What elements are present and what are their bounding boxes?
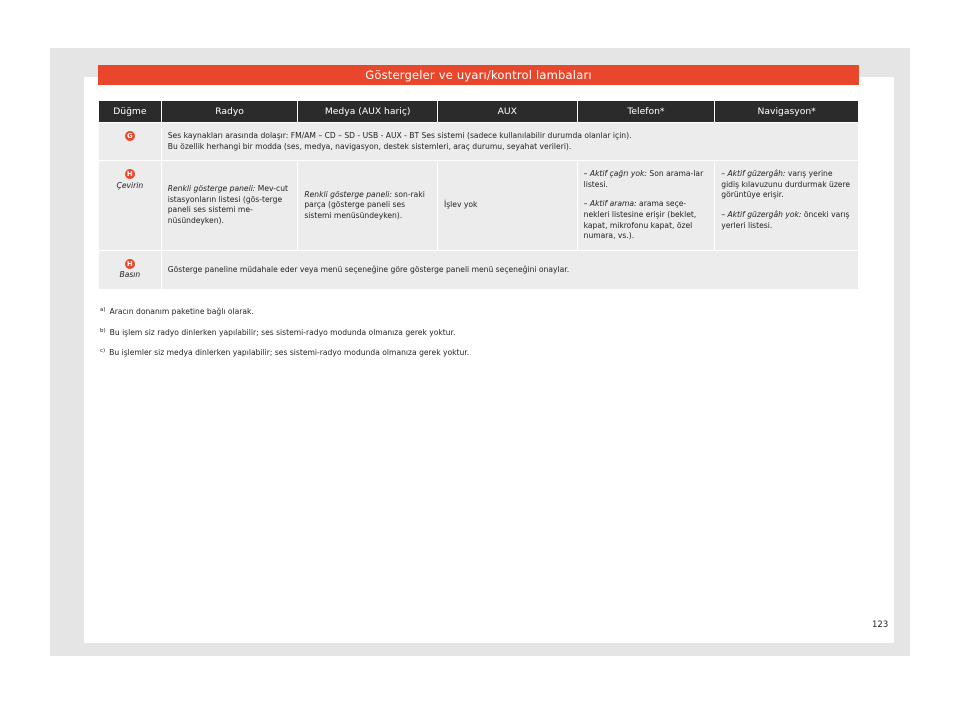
description-text: Gösterge paneline müdahale eder veya menü seçeneğine göre gösterge paneli menü seçeneğini onaylar. [167, 264, 570, 274]
description-line: Ses kaynakları arasında dolaşır: FM/AM – CD – SD - USB - AUX - BT Ses sistemi (sadece kullanılabilir durumda olanlar için). [167, 131, 632, 140]
cell-text: önceki varış yerleri listesi. [721, 209, 850, 230]
cell-text: Son arama-lar listesi. [583, 169, 704, 189]
cell-text: İşlev yok [443, 200, 478, 210]
cell-text: varış yerine gidiş kılavuzunu durdurmak üzere görüntüye erişir. [721, 169, 851, 200]
button-action-label: Çevirin [116, 180, 144, 190]
media-cell [298, 161, 437, 250]
header-cell: Navigasyon* [715, 101, 858, 122]
press-button-icon: H [125, 259, 135, 269]
phone-cell [578, 161, 715, 250]
emphasis-text: – Aktif güzergâh: [721, 169, 786, 179]
description-cell [162, 251, 858, 289]
rotary-button-icon: H [125, 169, 135, 179]
table-header-row [99, 101, 858, 122]
button-action-label: Basın [119, 270, 141, 280]
footnote-text: Bu işlemler siz medya dinlerken yapılabilir; ses sistemi-radyo modunda olmanıza gerek yoktur. [109, 348, 470, 357]
navigation-cell [715, 161, 858, 250]
footnote [100, 326, 840, 338]
header-cell: AUX [438, 101, 577, 122]
source-button-icon: G [125, 131, 135, 141]
footnote-mark: a) [100, 307, 106, 313]
header-cell: Telefon* [578, 101, 715, 122]
controls-table [98, 100, 859, 290]
description-line: Bu özellik herhangi bir modda (ses, medya, navigasyon, destek sistemleri, araç durumu, seyahat verileri). [167, 141, 572, 151]
button-cell [99, 123, 161, 160]
page-title: Göstergeler ve uyarı/kontrol lambaları [98, 65, 859, 85]
footnote [100, 346, 840, 358]
footnotes [100, 305, 840, 367]
radio-cell [162, 161, 298, 250]
footnote [100, 305, 840, 317]
emphasis-text: – Aktif çağrı yok: [583, 169, 647, 179]
button-cell [99, 161, 161, 250]
emphasis-text: – Aktif güzergâh yok: [721, 209, 802, 219]
cell-text: son-raki parça (gösterge paneli ses sistemi menüsündeyken). [304, 189, 425, 220]
aux-cell [438, 161, 577, 250]
button-cell [99, 251, 161, 289]
cell-text: Mev-cut istasyonların listesi (gös-terge paneli ses sistemi me-nüsündeyken). [167, 184, 289, 226]
emphasis-text: Renkli gösterge paneli: [304, 189, 392, 199]
footnote-text: Bu işlem siz radyo dinlerken yapılabilir; ses sistemi-radyo modunda olmanıza gerek yoktur. [109, 327, 456, 337]
footnote-mark: c) [100, 348, 106, 354]
table-row [99, 161, 858, 250]
cell-text: arama seçe-nekleri listesine erişir (beklet, kapat, mikrofonu kapat, özel numara, vs.). [583, 199, 697, 241]
emphasis-text: – Aktif arama: [583, 199, 637, 209]
header-cell: Medya (AUX hariç) [298, 101, 437, 122]
description-cell [162, 123, 858, 160]
footnote-mark: b) [100, 327, 106, 334]
table-row [99, 251, 858, 289]
table-row [99, 123, 858, 160]
header-cell: Radyo [162, 101, 298, 122]
page-number: 123 [872, 620, 889, 630]
footnote-text: Aracın donanım paketine bağlı olarak. [109, 307, 254, 316]
emphasis-text: Renkli gösterge paneli: [167, 184, 256, 194]
header-cell: Düğme [99, 101, 161, 122]
